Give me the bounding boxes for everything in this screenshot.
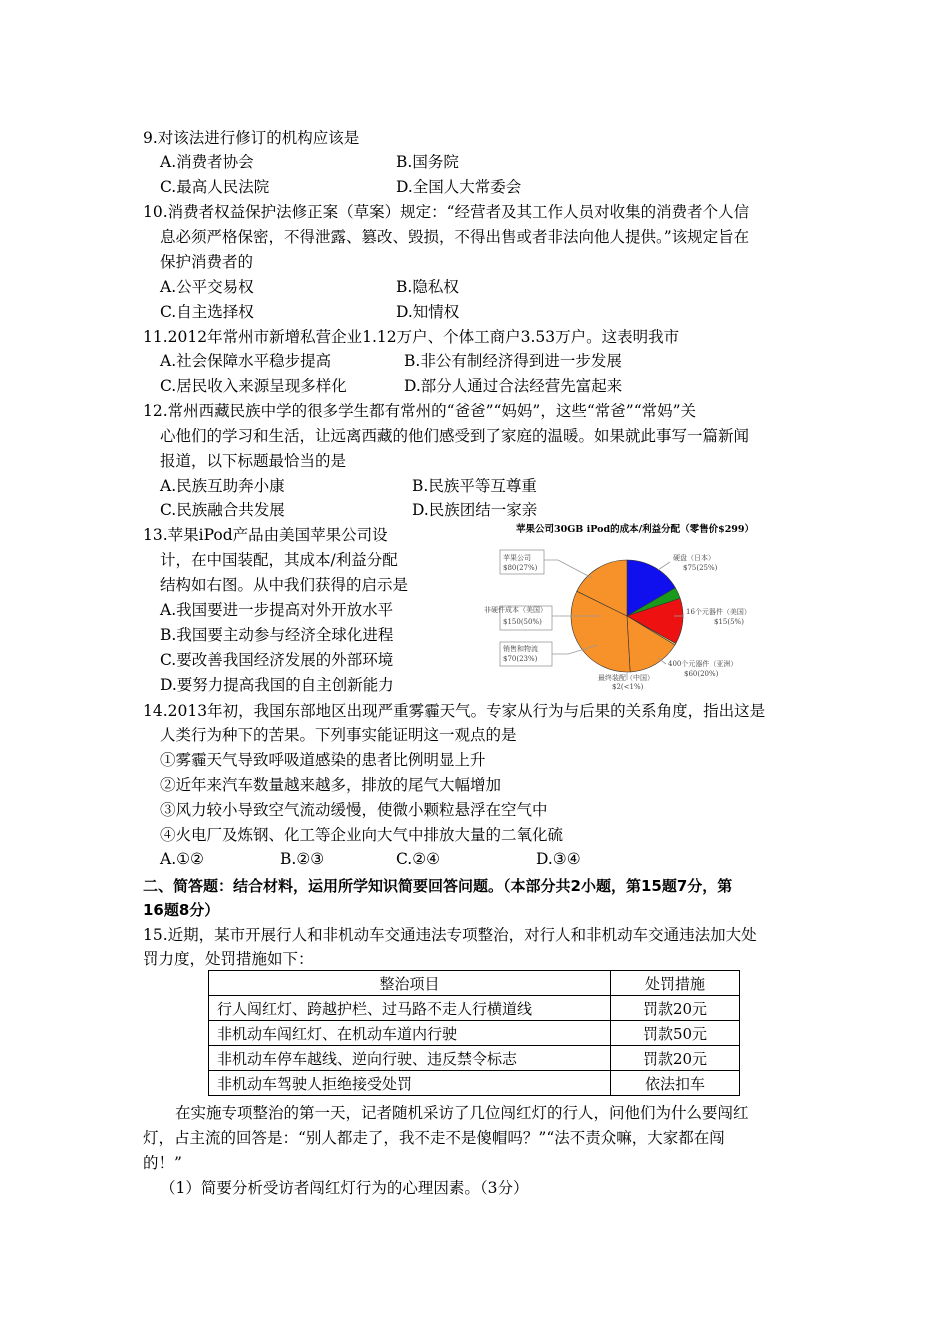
label-us-parts-name: 16个元器件（美国） — [686, 608, 751, 616]
q15-paragraph-line2: 灯，占主流的回答是：“别人都走了，我不走不是傻帽吗？”“法不责众嘛，大家都在闯 — [143, 1129, 725, 1147]
q15-subquestion-1: （1）简要分析受访者闯红灯行为的心理因素。（3分） — [160, 1179, 529, 1197]
q10-option-c: C.自主选择权 — [160, 303, 254, 321]
table-row — [209, 1071, 740, 1096]
label-apple-value: $80(27%) — [503, 564, 538, 572]
q11-option-b: B.非公有制经济得到进一步发展 — [404, 352, 622, 370]
q15-stem-line2: 罚力度，处罚措施如下： — [143, 950, 314, 968]
label-harddisk-name: 硬盘（日本） — [673, 554, 715, 562]
q9-stem: 9.对该法进行修订的机构应该是 — [143, 129, 360, 147]
table-header-penalty: 处罚措施 — [611, 971, 740, 996]
label-assembly-name: 最终装配（中国） — [598, 674, 654, 682]
q10-stem-line3: 保护消费者的 — [160, 253, 254, 271]
q13-option-a: A.我国要进一步提高对外开放水平 — [160, 601, 394, 619]
table-cell-penalty: 罚款20元 — [611, 1046, 740, 1071]
q9-option-d: D.全国人大常委会 — [396, 178, 522, 196]
chart-title: 苹果公司30GB iPod的成本/利益分配（零售价$299） — [515, 524, 755, 535]
table-cell-penalty: 依法扣车 — [611, 1071, 740, 1096]
table-cell-penalty: 罚款20元 — [611, 996, 740, 1021]
q14-item-2: ②近年来汽车数量越来越多，排放的尾气大幅增加 — [160, 776, 502, 794]
q12-option-a: A.民族互助奔小康 — [160, 477, 285, 495]
q14-option-d: D.③④ — [536, 850, 581, 868]
q12-stem-line3: 报道，以下标题最恰当的是 — [160, 452, 347, 470]
label-harddisk-value: $75(25%) — [683, 564, 718, 572]
q10-option-a: A.公平交易权 — [160, 278, 254, 296]
q12-stem-line1: 12.常州西藏民族中学的很多学生都有常州的“爸爸”“妈妈”，这些“常爸”“常妈”关 — [143, 402, 697, 420]
q13-stem-line3: 结构如右图。从中我们获得的启示是 — [160, 576, 409, 594]
q9-option-a: A.消费者协会 — [160, 153, 254, 171]
q12-option-d: D.民族团结一家亲 — [412, 501, 538, 519]
q10-stem-line2: 息必须严格保密，不得泄露、篡改、毁损，不得出售或者非法向他人提供。”该规定旨在 — [160, 228, 750, 246]
ipod-cost-pie-chart — [470, 520, 800, 692]
q13-stem-line1: 13.苹果iPod产品由美国苹果公司设 — [143, 526, 388, 544]
q15-stem-line1: 15.近期，某市开展行人和非机动车交通违法专项整治，对行人和非机动车交通违法加大处 — [143, 926, 757, 944]
label-sales-name: 销售和物流 — [503, 645, 538, 653]
label-assembly-value: $2(<1%) — [612, 683, 644, 691]
table-header-row — [209, 971, 740, 996]
q11-stem: 11.2012年常州市新增私营企业1.12万户、个体工商户3.53万户。这表明我市 — [143, 328, 680, 346]
q14-option-a: A.①② — [160, 850, 204, 868]
q11-option-a: A.社会保障水平稳步提高 — [160, 352, 332, 370]
q13-stem-line2: 计，在中国装配，其成本/利益分配 — [160, 551, 398, 569]
q15-paragraph-line3: 的！” — [143, 1154, 182, 1172]
table-cell-item: 行人闯红灯、跨越护栏、过马路不走人行横道线 — [209, 996, 611, 1021]
table-cell-item: 非机动车停车越线、逆向行驶、违反禁令标志 — [209, 1046, 611, 1071]
section2-heading-line2: 16题8分） — [143, 901, 220, 919]
q12-stem-line2: 心他们的学习和生活，让远离西藏的他们感受到了家庭的温暖。如果就此事写一篇新闻 — [160, 427, 750, 445]
q9-option-b: B.国务院 — [396, 153, 459, 171]
table-row — [209, 1046, 740, 1071]
q12-option-b: B.民族平等互尊重 — [412, 477, 537, 495]
label-us-parts-value: $15(5%) — [714, 618, 744, 626]
q11-option-c: C.居民收入来源呈现多样化 — [160, 377, 347, 395]
leader-harddisk — [658, 562, 670, 570]
table-row — [209, 996, 740, 1021]
q14-stem-line2: 人类行为种下的苦果。下列事实能证明这一观点的是 — [160, 726, 517, 744]
q10-option-b: B.隐私权 — [396, 278, 459, 296]
table-cell-penalty: 罚款50元 — [611, 1021, 740, 1046]
table-cell-item: 非机动车闯红灯、在机动车道内行驶 — [209, 1021, 611, 1046]
leader-apple — [543, 560, 592, 578]
section2-heading-line1: 二、简答题：结合材料，运用所学知识简要回答问题。（本部分共2小题，第15题7分，第 — [143, 877, 733, 895]
q14-item-4: ④火电厂及炼钢、化工等企业向大气中排放大量的二氧化硫 — [160, 826, 564, 844]
table-cell-item: 非机动车驾驶人拒绝接受处罚 — [209, 1071, 611, 1096]
q14-option-b: B.②③ — [280, 850, 325, 868]
label-nonhardware-name: 非硬件成本（美国） — [484, 606, 547, 614]
label-apple-name: 苹果公司 — [503, 554, 531, 562]
q13-option-c: C.要改善我国经济发展的外部环境 — [160, 651, 394, 669]
label-asia-parts-name: 400个元器件（亚洲） — [668, 660, 738, 668]
q9-option-c: C.最高人民法院 — [160, 178, 270, 196]
q10-option-d: D.知情权 — [396, 303, 460, 321]
table-header-item: 整治项目 — [209, 971, 611, 996]
table-row — [209, 1021, 740, 1046]
q12-option-c: C.民族融合共发展 — [160, 501, 285, 519]
q13-option-d: D.要努力提高我国的自主创新能力 — [160, 676, 394, 694]
q14-option-c: C.②④ — [396, 850, 441, 868]
q15-paragraph-line1: 在实施专项整治的第一天，记者随机采访了几位闯红灯的行人，问他们为什么要闯红 — [175, 1104, 749, 1122]
q11-option-d: D.部分人通过合法经营先富起来 — [404, 377, 623, 395]
q14-item-3: ③风力较小导致空气流动缓慢，使微小颗粒悬浮在空气中 — [160, 801, 548, 819]
q13-option-b: B.我国要主动参与经济全球化进程 — [160, 626, 394, 644]
q14-stem-line1: 14.2013年初，我国东部地区出现严重雾霾天气。专家从行为与后果的关系角度，指出这是 — [143, 702, 766, 720]
label-asia-parts-value: $60(20%) — [684, 670, 719, 678]
q10-stem-line1: 10.消费者权益保护法修正案（草案）规定：“经营者及其工作人员对收集的消费者个人信 — [143, 203, 750, 221]
penalty-table — [208, 970, 740, 1096]
label-nonhardware-value: $150(50%) — [503, 618, 542, 626]
q14-item-1: ①雾霾天气导致呼吸道感染的患者比例明显上升 — [160, 751, 486, 769]
label-sales-value: $70(23%) — [503, 655, 538, 663]
